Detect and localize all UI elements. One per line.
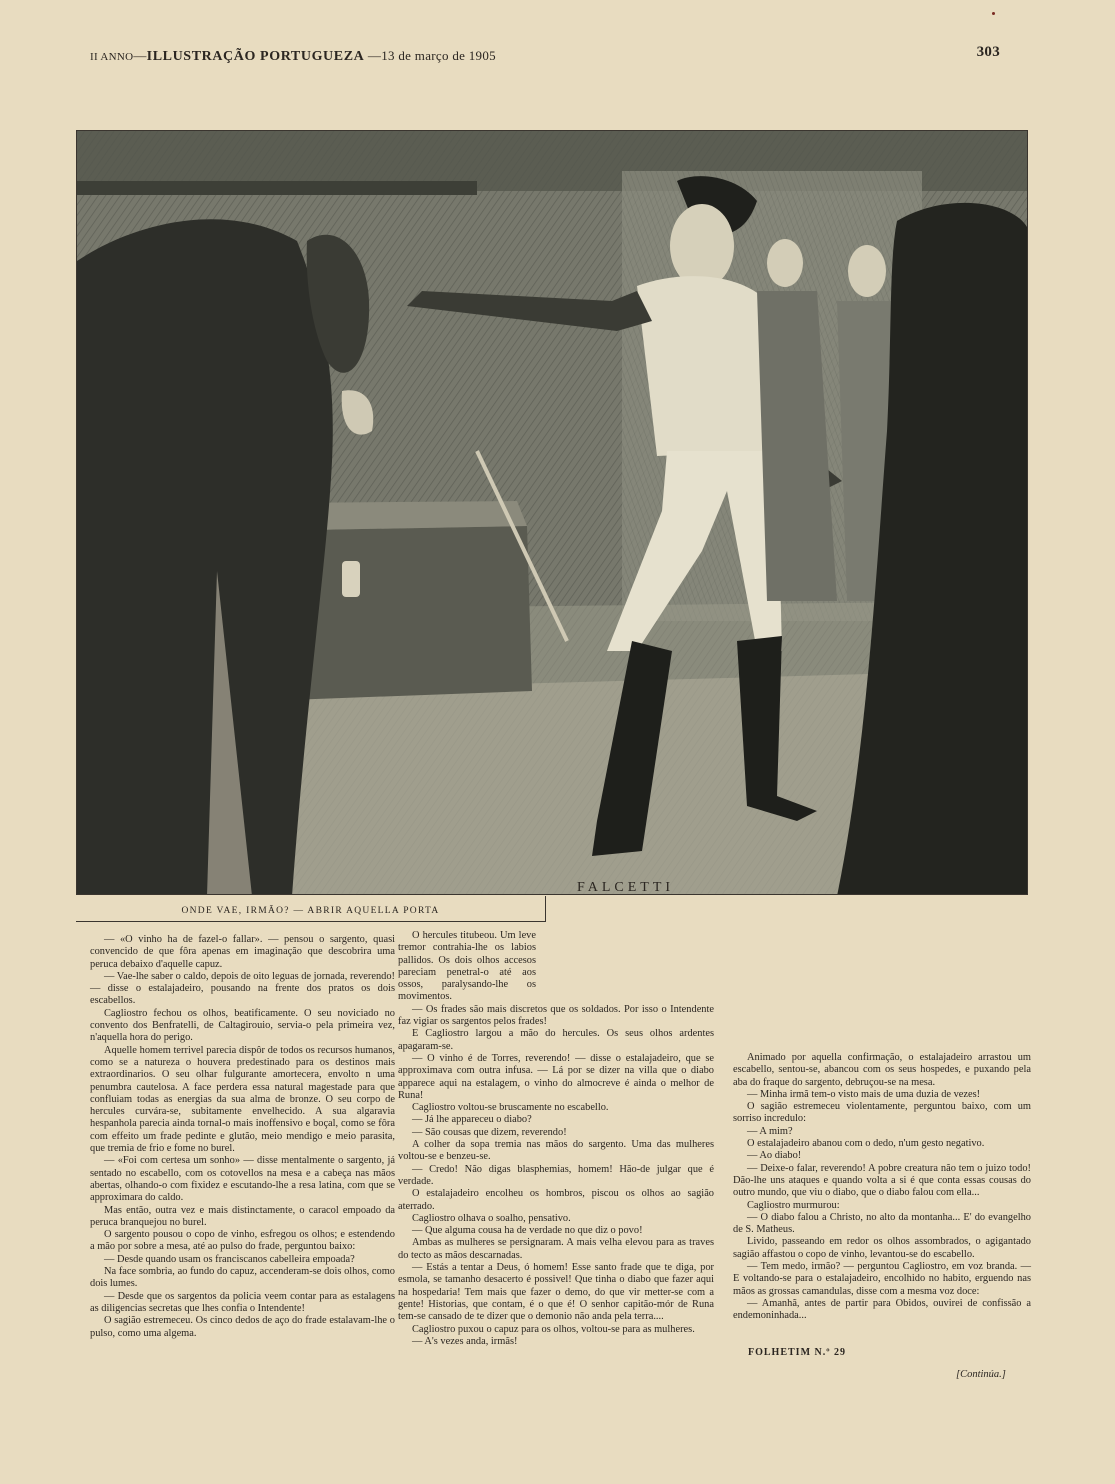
paragraph: — Tem medo, irmão? — perguntou Cagliostro, em voz branda. — E voltando-se para o estalajadeiro, encolhido no habito, erguendo nas mãos as grossas camandulas, disse com a mesma voz doce:: [733, 1261, 1031, 1297]
paragraph: A colher da sopa tremia nas mãos do sargento. Uma das mulheres voltou-se e benzeu-se.: [398, 1139, 714, 1163]
paragraph: Mas então, outra vez e mais distinctamente, o caracol empoado da peruca branquejou no burel.: [90, 1204, 395, 1228]
header-anno: II ANNO: [90, 51, 134, 63]
paragraph: Aquelle homem terrivel parecia dispôr de todos os recursos humanos, como se a natureza o houvera predestinado para os destinos mais extraordinarios. O seu olhar fulgurante amortecera, envolto n uma penumbra cautelosa. A face perdera essa natural magestade para que confluiam todas as energias da sua alma de bronze. O seu corpo de hercules curvára-se, subitamente envelhecido. A sua algaravia hespanhola parecia ainda tornal-o mais inoffensivo e boçal, como se fôra com effeito um frade pedinte e glutão, meio mendigo e meio parasita, que tremia de frio e fome no burel.: [90, 1044, 395, 1155]
paragraph: — Amanhã, antes de partir para Obidos, ouvirei de confissão a endemoninhada...: [733, 1297, 1031, 1322]
artist-signature: FALCETTI: [577, 880, 675, 895]
header-title: ILLUSTRAÇÃO PORTUGUEZA: [146, 49, 365, 64]
paragraph: Livido, passeando em redor os olhos assombrados, o agigantado sagião affastou o copo de vinho, levantou-se do escabello.: [733, 1236, 1031, 1260]
paragraph: — Os frades são mais discretos que os soldados. Por isso o Intendente faz vigiar os sargentos pelos frades!: [398, 1003, 714, 1028]
running-head: [90, 48, 496, 65]
paragraph: — Deixe-o falar, reverendo! A pobre creatura não tem o juizo todo! Dão-lhe uns ataques e quando volta a si é que conta essas cousas do outro mundo, que viu o diabo, que o diabo falou com ella...: [733, 1162, 1031, 1199]
narrow-block: [398, 930, 536, 1004]
paragraph: Cagliostro murmurou:: [747, 1199, 840, 1211]
paragraph: O sagião estremeceu. Os cinco dedos de aço do frade estalavam-lhe o pulso, como uma algema.: [90, 1315, 395, 1339]
paragraph: — Credo! Não digas blasphemias, homem! Hão-de julgar que é verdade.: [398, 1163, 714, 1187]
paragraph: — Ao diabo!: [747, 1150, 802, 1162]
illustration-svg: [77, 131, 1028, 895]
paragraph: O sagião estremeceu violentamente, perguntou baixo, com um sorriso incredulo:: [733, 1101, 1031, 1125]
page-header: [90, 44, 1020, 68]
paragraph: — «O vinho ha de fazel-o fallar». — pensou o sargento, quasi convencido de que fôra apenas em imaginação que descobrira uma peruca debaixo d'aquelle capuz.: [90, 934, 395, 970]
paragraph: O sargento pousou o copo de vinho, esfregou os olhos; e estendendo a mão por sobre a mesa, até ao pulso do frade, perguntou baixo:: [90, 1229, 395, 1253]
text-column-2: [398, 930, 714, 1348]
illustration-caption: ONDE VAE, IRMÃO? — ABRIR AQUELLA PORTA: [76, 896, 546, 922]
paragraph: Cagliostro olhava o soalho, pensativo.: [412, 1212, 571, 1224]
paragraph: — «Foi com certesa um sonho» — disse mentalmente o sargento, já sentado no escabello, com os cotovellos na mesa e a cabeça nas mãos abertas, olhando-o com fixidez e escutando-lhe a resa latina, com que se approximara do caldo.: [90, 1155, 395, 1204]
paragraph: O estalajadeiro encolheu os hombros, piscou os olhos ao sagião aterrado.: [398, 1188, 714, 1212]
header-date: 13 de março de 1905: [381, 48, 496, 63]
paragraph: E Cagliostro largou a mão do hercules. Os seus olhos ardentes apagaram-se.: [398, 1028, 714, 1052]
paragraph: — Que alguma cousa ha de verdade no que diz o povo!: [412, 1225, 643, 1237]
paragraph: — Já lhe appareceu o diabo?: [412, 1114, 532, 1126]
engraving-illustration: [76, 130, 1028, 895]
paragraph: — Estás a tentar a Deus, ó homem! Esse santo frade que te diga, por esmola, se tamanho desacerto é possivel! Que tinha o diabo que fazer aqui na hospedaria! Tem mais que fazer o demo, do que vir metter-se com a gente! Historias, que contam, é o que é! O senhor capitão-mór de Runa tem-se cansado de te dizer que o demonio não anda pela terra....: [398, 1262, 714, 1323]
paragraph: — O diabo falou a Christo, no alto da montanha... E' do evangelho de S. Matheus.: [733, 1211, 1031, 1236]
paragraph: Ambas as mulheres se persignaram. A mais velha elevou para as traves do tecto as mãos descarnadas.: [398, 1237, 714, 1261]
paragraph: — O vinho é de Torres, reverendo! — disse o estalajadeiro, que se approximava com outra infusa. — Lá por se dizer na villa que o diabo apparece aqui na estalagem, o vinho do almocreve é ainda o melhor de Runa!: [398, 1052, 714, 1101]
paragraph: Cagliostro fechou os olhos, beatificamente. O seu noviciado no convento dos Benfratelli, de Caltagirouio, servia-o pela primeira vez, n'aquella hora do perigo.: [90, 1007, 395, 1044]
header-sep-2: —: [367, 48, 382, 63]
folhetim-number: FOLHETIM N.º 29: [748, 1347, 847, 1358]
paragraph: O estalajadeiro abanou com o dedo, n'um gesto negativo.: [747, 1138, 985, 1150]
paragraph: — São cousas que dizem, reverendo!: [412, 1126, 567, 1138]
paragraph: — Minha irmã tem-o visto mais de uma duzia de vezes!: [747, 1088, 981, 1100]
page-number: 303: [976, 44, 1000, 60]
paragraph: — Vae-lhe saber o caldo, depois de oito leguas de jornada, reverendo! — disse o estalajadeiro, pousando na frente dos pratos os dois escabellos.: [90, 970, 395, 1007]
text-column-1: [90, 934, 395, 1340]
paragraph: O hercules titubeou. Um leve tremor contrahia-lhe os labios pallidos. Os dois olhos accesos pareciam penetral-o até aos ossos, paralysando-lhe os movimentos.: [398, 930, 536, 1003]
paragraph: — Desde que os sargentos da policia veem contar para as estalagens as diligencias secretas que lhes confia o Intendente!: [90, 1290, 395, 1314]
paragraph: — A mim?: [747, 1125, 793, 1137]
paragraph: Animado por aquella confirmação, o estalajadeiro arrastou um escabello, sentou-se, abancou com os seus hospedes, e puxando pela aba do fraque do sargento, debruçou-se na mesa.: [733, 1052, 1031, 1088]
paragraph: Na face sombria, ao fundo do capuz, accenderam-se dois olhos, como dois lumes.: [90, 1266, 395, 1290]
paragraph: Cagliostro puxou o capuz para os olhos, voltou-se para as mulheres.: [412, 1323, 695, 1335]
text-column-3: [733, 1052, 1031, 1323]
ink-dot: [992, 12, 995, 15]
continua-note: [Continúa.]: [956, 1369, 1006, 1380]
paragraph: — A's vezes anda, irmãs!: [412, 1335, 518, 1347]
header-sep-1: —: [133, 48, 147, 63]
paragraph: — Desde quando usam os franciscanos cabelleira empoada?: [104, 1253, 355, 1265]
paragraph: Cagliostro voltou-se bruscamente no escabello.: [412, 1102, 609, 1114]
